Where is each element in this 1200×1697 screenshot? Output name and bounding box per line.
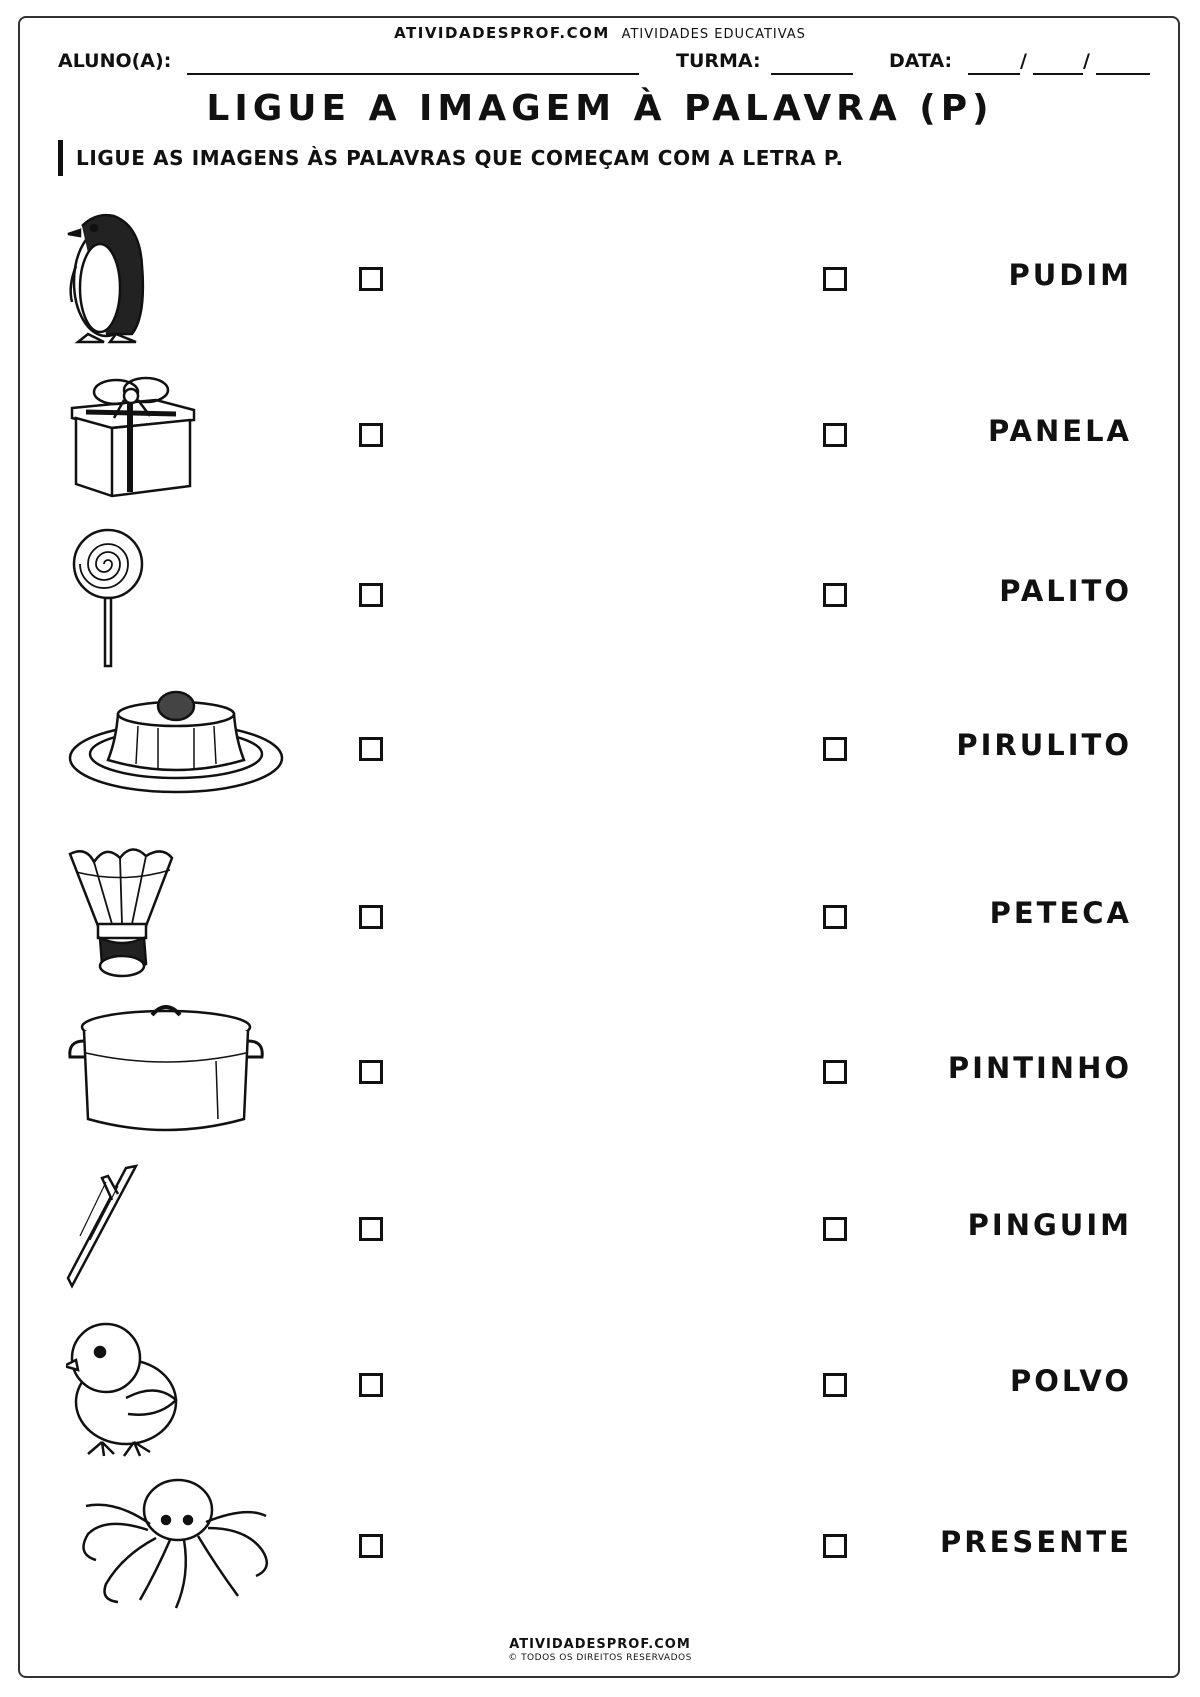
word-checkbox[interactable]	[823, 583, 847, 607]
image-checkbox[interactable]	[359, 905, 383, 929]
word-checkbox[interactable]	[823, 1373, 847, 1397]
word-label: PRESENTE	[940, 1525, 1132, 1559]
image-checkbox[interactable]	[359, 1534, 383, 1558]
chick-icon	[66, 1318, 286, 1458]
word-label: PINGUIM	[967, 1208, 1132, 1242]
stick-icon	[66, 1160, 286, 1300]
footer-site: ATIVIDADESPROF.COM	[509, 1637, 691, 1652]
match-row	[0, 1476, 1200, 1626]
match-row	[0, 682, 1200, 832]
match-row	[0, 1001, 1200, 1151]
word-label: PINTINHO	[947, 1051, 1132, 1085]
word-checkbox[interactable]	[823, 423, 847, 447]
word-label: PIRULITO	[956, 728, 1132, 762]
data-month-line[interactable]	[1033, 73, 1083, 75]
word-label: PETECA	[989, 896, 1132, 930]
shuttlecock-icon	[66, 844, 286, 984]
data-label: DATA:	[889, 50, 953, 72]
octopus-icon	[66, 1476, 286, 1616]
aluno-label: ALUNO(A):	[58, 50, 172, 72]
footer	[0, 1637, 1200, 1663]
match-row	[0, 1160, 1200, 1310]
match-row	[0, 844, 1200, 994]
word-checkbox[interactable]	[823, 1534, 847, 1558]
date-separator: /	[1020, 50, 1027, 72]
pot-icon	[66, 1001, 286, 1141]
image-checkbox[interactable]	[359, 1373, 383, 1397]
data-day-line[interactable]	[968, 73, 1020, 75]
image-checkbox[interactable]	[359, 1217, 383, 1241]
image-checkbox[interactable]	[359, 267, 383, 291]
instruction-bar	[58, 140, 63, 176]
worksheet-title: LIGUE A IMAGEM À PALAVRA (P)	[206, 88, 994, 129]
image-checkbox[interactable]	[359, 737, 383, 761]
word-checkbox[interactable]	[823, 1060, 847, 1084]
footer-copyright: © TODOS OS DIREITOS RESERVADOS	[508, 1653, 692, 1663]
image-checkbox[interactable]	[359, 423, 383, 447]
word-checkbox[interactable]	[823, 905, 847, 929]
site-name: ATIVIDADESPROF.COM	[394, 24, 610, 42]
match-row	[0, 206, 1200, 356]
image-checkbox[interactable]	[359, 1060, 383, 1084]
word-checkbox[interactable]	[823, 267, 847, 291]
match-row	[0, 528, 1200, 678]
site-header	[0, 24, 1200, 42]
data-year-line[interactable]	[1096, 73, 1150, 75]
date-separator: /	[1083, 50, 1090, 72]
word-checkbox[interactable]	[823, 1217, 847, 1241]
word-label: PALITO	[999, 574, 1132, 608]
student-fields	[0, 50, 1200, 76]
aluno-line[interactable]	[187, 73, 639, 75]
word-label: PUDIM	[1008, 258, 1132, 292]
gift-icon	[66, 366, 286, 506]
image-checkbox[interactable]	[359, 583, 383, 607]
penguin-icon	[66, 206, 286, 346]
match-row	[0, 366, 1200, 516]
match-row	[0, 1318, 1200, 1468]
word-label: PANELA	[987, 414, 1132, 448]
pudding-icon	[66, 682, 286, 822]
site-tagline: ATIVIDADES EDUCATIVAS	[621, 27, 806, 42]
word-label: POLVO	[1010, 1364, 1132, 1398]
instruction-text: LIGUE AS IMAGENS ÀS PALAVRAS QUE COMEÇAM COM A LETRA P.	[76, 146, 844, 170]
lollipop-icon	[66, 528, 286, 668]
word-checkbox[interactable]	[823, 737, 847, 761]
turma-label: TURMA:	[676, 50, 761, 72]
turma-line[interactable]	[771, 73, 853, 75]
